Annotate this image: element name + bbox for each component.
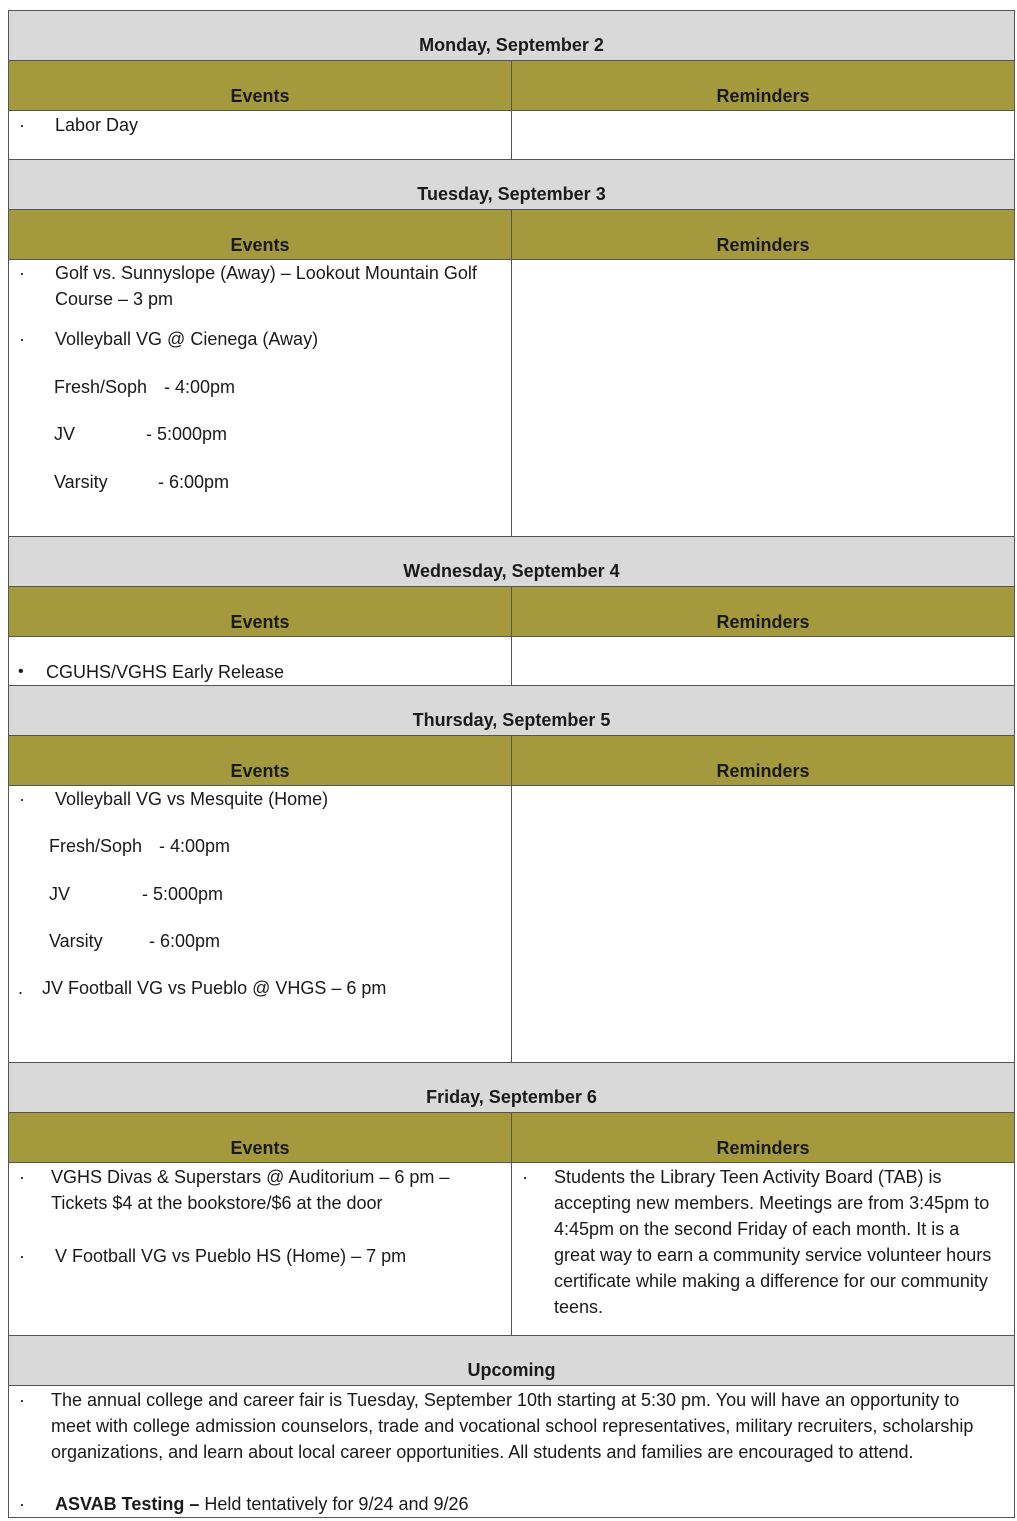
bullet: · [19,1167,25,1187]
schedule-time: - 5:000pm [142,884,224,904]
reminders-column-header: Reminders [716,86,810,106]
event-item [9,326,511,352]
day-body [9,260,1014,537]
schedule-level: Varsity [49,931,103,951]
day-section-monday [9,11,1014,160]
event-text: CGUHS/VGHS Early Release [46,662,285,682]
reminders-column-header: Reminders [716,1138,810,1158]
reminders-cell [512,111,1014,159]
event-item [9,1164,511,1216]
events-cell [9,260,512,536]
day-section-thursday [9,686,1014,1063]
reminders-column-header: Reminders [716,235,810,255]
events-cell [9,1163,512,1335]
events-column-header: Events [9,210,512,259]
reminders-cell [512,786,1014,1062]
bullet: . [18,978,24,998]
upcoming-section [9,1336,1014,1517]
reminder-item [512,1164,1014,1320]
upcoming-body [9,1386,1014,1517]
event-item [9,260,511,312]
bullet: · [19,1390,25,1410]
upcoming-header: Upcoming [9,1336,1014,1386]
day-header: Thursday, September 5 [9,686,1014,736]
schedule-time: - 4:00pm [164,377,236,397]
bullet: • [18,663,24,680]
day-body [9,786,1014,1063]
reminders-cell [512,637,1014,685]
upcoming-text: The annual college and career fair is Tuesday, September 10th starting at 5:30 pm. You will have an opportunity to meet with college admission counselors, trade and vocational school representatives, military recruiters, scholarship organizations, and learn about local career opportunities. All students and families are encouraged to attend. [51,1390,974,1462]
event-text: Volleyball VG vs Mesquite (Home) [55,789,329,809]
events-cell [9,111,512,159]
event-text: VGHS Divas & Superstars @ Auditorium – 6 pm – Tickets $4 at the bookstore/$6 at the door [51,1167,450,1213]
bullet: · [19,1246,25,1266]
day-header: Friday, September 6 [9,1063,1014,1113]
events-column-header: Events [9,61,512,110]
event-text: JV Football VG vs Pueblo @ VHGS – 6 pm [42,978,387,998]
day-body [9,1163,1014,1336]
day-header: Monday, September 2 [9,11,1014,61]
reminders-column-header: Reminders [716,761,810,781]
day-header: Wednesday, September 4 [9,537,1014,587]
events-column-header: Events [9,736,512,785]
reminders-cell [512,1163,1014,1335]
day-header: Tuesday, September 3 [9,160,1014,210]
schedule-time: - 4:00pm [159,836,231,856]
schedule-level: Fresh/Soph [54,377,148,397]
event-item [9,1243,511,1269]
schedule-level: JV [54,424,76,444]
schedule-level: JV [49,884,71,904]
event-text: Golf vs. Sunnyslope (Away) – Lookout Mountain Golf Course – 3 pm [55,263,477,309]
upcoming-bold-label: ASVAB Testing – [55,1494,200,1514]
column-headers [9,61,1014,111]
event-text: Volleyball VG @ Cienega (Away) [55,329,319,349]
day-section-friday [9,1063,1014,1336]
event-text: Labor Day [55,115,139,135]
event-item [9,786,511,812]
upcoming-item [9,1387,1014,1465]
bullet: · [19,789,25,809]
day-section-tuesday [9,160,1014,537]
events-cell [9,637,512,685]
upcoming-text: Held tentatively for 9/24 and 9/26 [199,1494,469,1514]
schedule-level: Fresh/Soph [49,836,143,856]
reminders-cell [512,260,1014,536]
column-headers [9,736,1014,786]
schedule-time: - 6:00pm [158,472,230,492]
bullet: · [19,329,25,349]
event-item [9,112,511,138]
upcoming-item [9,1491,1014,1517]
bullet: · [19,1494,25,1514]
events-column-header: Events [9,587,512,636]
day-body [9,111,1014,160]
schedule-time: - 5:000pm [146,424,228,444]
bullet: · [19,263,25,283]
column-headers [9,210,1014,260]
events-column-header: Events [9,1113,512,1162]
bullet: · [522,1167,528,1187]
event-item [9,659,511,685]
column-headers [9,587,1014,637]
day-section-wednesday [9,537,1014,686]
schedule-level: Varsity [54,472,108,492]
column-headers [9,1113,1014,1163]
events-cell [9,786,512,1062]
day-body [9,637,1014,686]
weekly-schedule-table [8,10,1015,1518]
reminder-text: Students the Library Teen Activity Board (TAB) is accepting new members. Meetings are from 3:45pm to 4:45pm on the second Friday of each month. It is a great way to earn a community service volunteer hours certificate while making a difference for our community teens. [554,1167,992,1317]
bullet: · [19,115,25,135]
event-item [9,975,511,1001]
schedule-time: - 6:00pm [149,931,221,951]
event-text: V Football VG vs Pueblo HS (Home) – 7 pm [55,1246,407,1266]
reminders-column-header: Reminders [716,612,810,632]
